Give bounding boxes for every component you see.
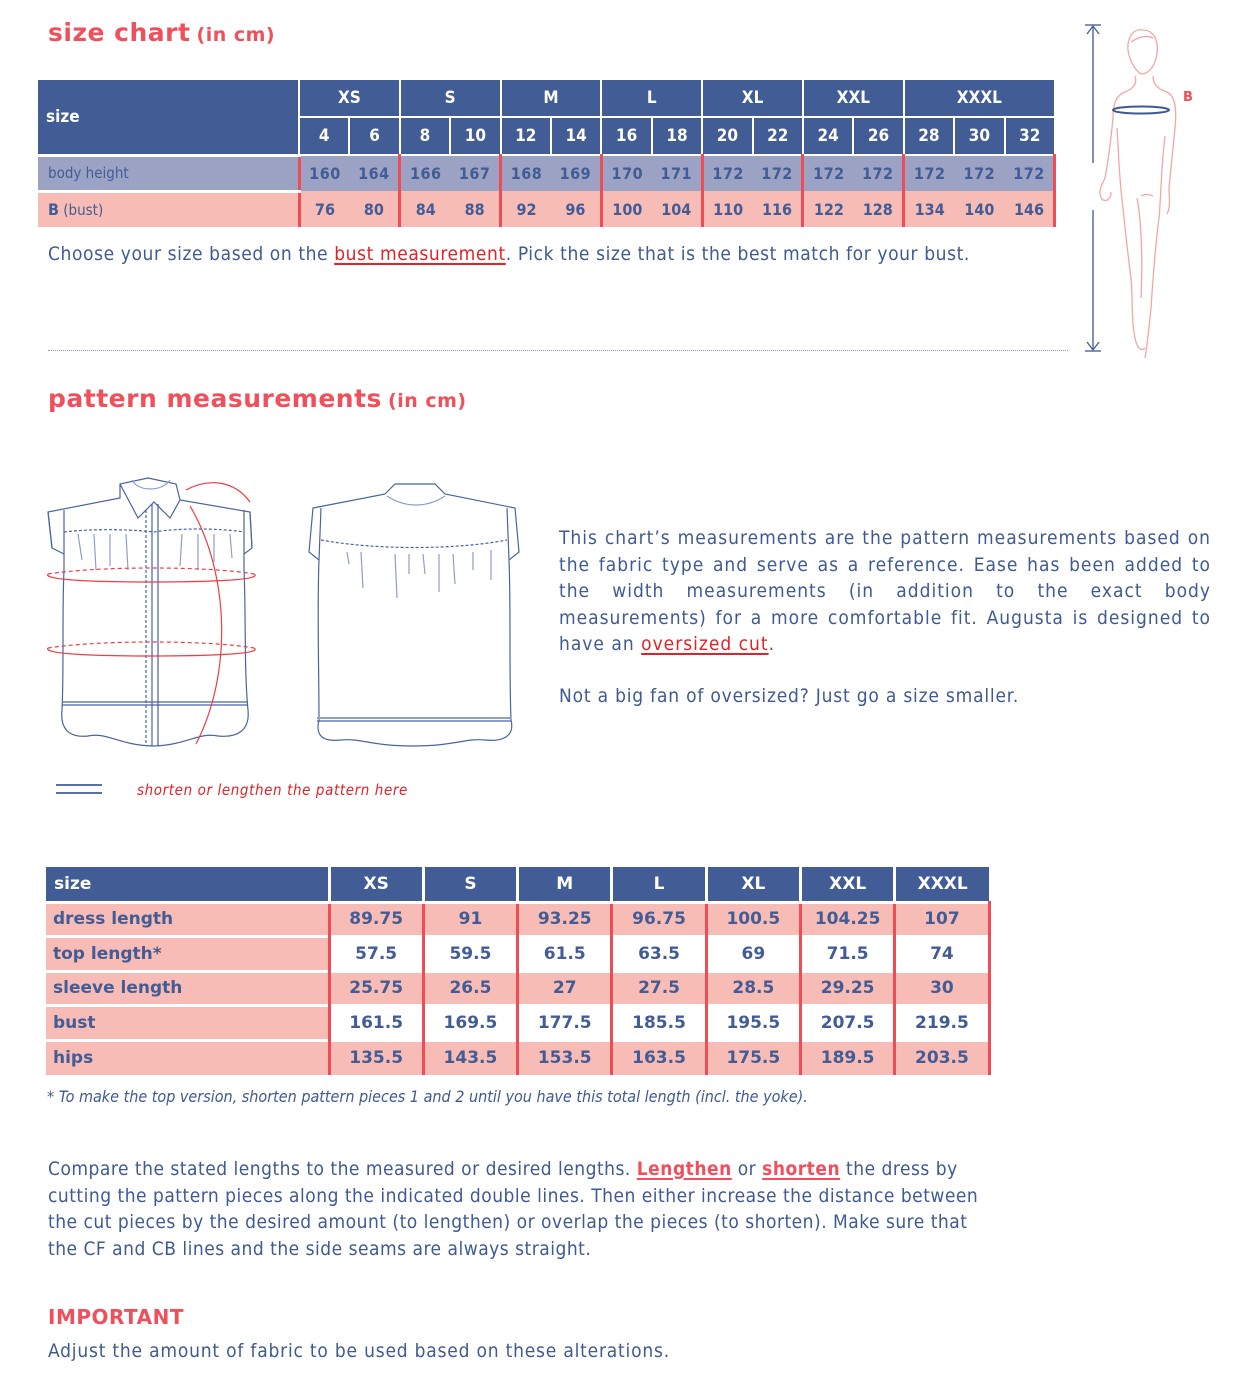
bust-value: 92 [501, 191, 551, 227]
row-label: dress length [46, 902, 329, 937]
size-group-xs: XS [299, 79, 400, 117]
cell-value: 100.5 [706, 902, 800, 937]
cell-value: 175.5 [706, 1040, 800, 1075]
cell-value: 96.75 [612, 902, 706, 937]
size-number: 6 [349, 117, 399, 155]
bust-label-letter: B [48, 200, 59, 220]
size-group-l: L [601, 79, 702, 117]
shirt-front-illustration [38, 470, 268, 755]
bust-measure-line [1113, 107, 1169, 114]
size-number: 22 [753, 117, 803, 155]
row-label: sleeve length [46, 971, 329, 1006]
cell-value: 30 [895, 971, 989, 1006]
cell-value: 163.5 [612, 1040, 706, 1075]
body-height-label: body height [38, 155, 299, 191]
cell-value: 185.5 [612, 1006, 706, 1041]
size-header-label: size [38, 79, 299, 155]
size-number: 26 [853, 117, 903, 155]
cell-value: 104.25 [800, 902, 894, 937]
double-line-legend-icon-lower [56, 792, 102, 794]
cell-value: 207.5 [800, 1006, 894, 1041]
body-height-value: 172 [753, 155, 803, 191]
bust-measure-row [46, 1006, 989, 1041]
size-chart-heading [48, 18, 275, 47]
body-height-value: 172 [954, 155, 1004, 191]
pattern-size-l: L [612, 867, 706, 902]
pattern-size-m: M [518, 867, 612, 902]
bust-value: 76 [299, 191, 349, 227]
cell-value: 59.5 [423, 937, 517, 972]
pattern-header-label: size [46, 867, 329, 902]
pattern-description [559, 525, 1211, 658]
cell-value: 89.75 [329, 902, 423, 937]
cell-value: 28.5 [706, 971, 800, 1006]
size-number: 18 [652, 117, 702, 155]
body-height-value: 168 [501, 155, 551, 191]
size-group-xxxl: XXXL [904, 79, 1055, 117]
bust-value: 104 [652, 191, 702, 227]
cell-value: 26.5 [423, 971, 517, 1006]
pattern-legend-text: shorten or lengthen the pattern here [137, 781, 408, 799]
bust-value: 100 [601, 191, 651, 227]
important-text: Adjust the amount of fabric to be used based on these alterations. [48, 1340, 670, 1362]
body-height-value: 172 [803, 155, 853, 191]
row-label: top length* [46, 937, 329, 972]
alteration-text-or: or [731, 1158, 763, 1180]
double-line-legend-icon [56, 784, 102, 786]
cell-value: 135.5 [329, 1040, 423, 1075]
cell-value: 219.5 [895, 1006, 989, 1041]
size-smaller-note: Not a big fan of oversized? Just go a size smaller. [559, 685, 1020, 707]
bust-value: 146 [1005, 191, 1055, 227]
bust-value: 116 [753, 191, 803, 227]
row-label: bust [46, 1006, 329, 1041]
bust-row [38, 191, 1055, 227]
alteration-instructions [48, 1156, 988, 1262]
bust-value: 80 [349, 191, 399, 227]
pattern-description-text: This chart’s measurements are the pattern measurements based on the fabric type and serve as a reference. Ease has been added to the width measurements (in addition to the exact body measurements) for a more comfortable fit. Augusta is designed to have an [559, 527, 1211, 655]
body-height-value: 167 [450, 155, 500, 191]
pattern-header-row [46, 867, 989, 902]
important-heading: IMPORTANT [48, 1305, 184, 1329]
bust-value: 84 [400, 191, 450, 227]
body-height-value: 172 [904, 155, 954, 191]
section-divider [48, 350, 1068, 351]
bust-value: 134 [904, 191, 954, 227]
lengthen-link[interactable]: Lengthen [636, 1158, 732, 1180]
size-number: 20 [702, 117, 752, 155]
cell-value: 153.5 [518, 1040, 612, 1075]
cell-value: 161.5 [329, 1006, 423, 1041]
body-height-value: 164 [349, 155, 399, 191]
body-height-value: 170 [601, 155, 651, 191]
bust-value: 88 [450, 191, 500, 227]
size-instruction [48, 243, 970, 265]
cell-value: 63.5 [612, 937, 706, 972]
pattern-title: pattern measurements [48, 384, 382, 413]
bust-label-text: (bust) [63, 201, 104, 220]
size-number: 24 [803, 117, 853, 155]
cell-value: 69 [706, 937, 800, 972]
shorten-link[interactable]: shorten [762, 1158, 841, 1180]
cell-value: 189.5 [800, 1040, 894, 1075]
dress-length-row [46, 902, 989, 937]
cell-value: 177.5 [518, 1006, 612, 1041]
size-number: 28 [904, 117, 954, 155]
body-height-value: 172 [1005, 155, 1055, 191]
top-length-row [46, 937, 989, 972]
alteration-text: Compare the stated lengths to the measured or desired lengths. [48, 1158, 637, 1180]
body-height-value: 172 [702, 155, 752, 191]
pattern-heading [48, 384, 467, 413]
pattern-size-xs: XS [329, 867, 423, 902]
size-number: 30 [954, 117, 1004, 155]
size-chart-title: size chart [48, 18, 191, 47]
cell-value: 203.5 [895, 1040, 989, 1075]
pattern-size-xl: XL [706, 867, 800, 902]
bust-value: 110 [702, 191, 752, 227]
cell-value: 195.5 [706, 1006, 800, 1041]
cell-value: 169.5 [423, 1006, 517, 1041]
bust-value: 96 [551, 191, 601, 227]
bust-measurement-link[interactable]: bust measurement [334, 243, 506, 265]
row-label: hips [46, 1040, 329, 1075]
pattern-size-xxl: XXL [800, 867, 894, 902]
body-height-value: 172 [853, 155, 903, 191]
size-number: 12 [501, 117, 551, 155]
pattern-measurements-table [46, 867, 991, 1075]
size-chart-unit: (in cm) [196, 24, 276, 46]
cell-value: 27 [518, 971, 612, 1006]
sleeve-length-row [46, 971, 989, 1006]
cell-value: 107 [895, 902, 989, 937]
body-height-value: 160 [299, 155, 349, 191]
bust-label [38, 191, 299, 227]
size-group-xl: XL [702, 79, 803, 117]
cell-value: 27.5 [612, 971, 706, 1006]
cell-value: 91 [423, 902, 517, 937]
hips-row [46, 1040, 989, 1075]
bust-value: 128 [853, 191, 903, 227]
woman-figure-icon [1100, 30, 1176, 358]
pattern-unit: (in cm) [388, 390, 467, 412]
size-group-s: S [400, 79, 501, 117]
alteration-text-end: the dress by cutting the pattern pieces along the indicated double lines. Then either increase the distance between the cut pieces by the desired amount (to lengthen) or overlap the pieces (to shorten). Make sure that the CF and CB lines and the side seams are always straight. [48, 1158, 979, 1260]
size-chart-table [38, 78, 1056, 227]
size-number: 4 [299, 117, 349, 155]
cell-value: 57.5 [329, 937, 423, 972]
cell-value: 93.25 [518, 902, 612, 937]
shirt-back-illustration [305, 480, 520, 755]
body-height-value: 171 [652, 155, 702, 191]
pattern-description-end: . [768, 633, 776, 655]
cell-value: 61.5 [518, 937, 612, 972]
bust-marker-label: B [1183, 90, 1193, 105]
size-instruction-text: Choose your size based on the [48, 243, 335, 265]
size-number: 8 [400, 117, 450, 155]
height-arrow-icon [1085, 25, 1101, 351]
body-figure-illustration [1075, 18, 1205, 358]
oversized-cut-link[interactable]: oversized cut [641, 633, 769, 655]
size-number: 32 [1005, 117, 1055, 155]
body-height-row [38, 155, 1055, 191]
size-group-header-row [38, 79, 1055, 117]
cell-value: 25.75 [329, 971, 423, 1006]
bust-value: 140 [954, 191, 1004, 227]
size-number: 14 [551, 117, 601, 155]
body-height-value: 169 [551, 155, 601, 191]
size-group-m: M [501, 79, 602, 117]
cell-value: 143.5 [423, 1040, 517, 1075]
size-group-xxl: XXL [803, 79, 904, 117]
size-number: 10 [450, 117, 500, 155]
cell-value: 74 [895, 937, 989, 972]
top-length-footnote: * To make the top version, shorten pattern pieces 1 and 2 until you have this total length (incl. the yoke). [47, 1087, 808, 1106]
size-number: 16 [601, 117, 651, 155]
cell-value: 71.5 [800, 937, 894, 972]
bust-value: 122 [803, 191, 853, 227]
pattern-size-s: S [423, 867, 517, 902]
body-height-value: 166 [400, 155, 450, 191]
shirt-back-outline-icon [309, 484, 519, 746]
cell-value: 29.25 [800, 971, 894, 1006]
pattern-size-xxxl: XXXL [895, 867, 989, 902]
size-instruction-text-end: . Pick the size that is the best match for your bust. [505, 243, 970, 265]
